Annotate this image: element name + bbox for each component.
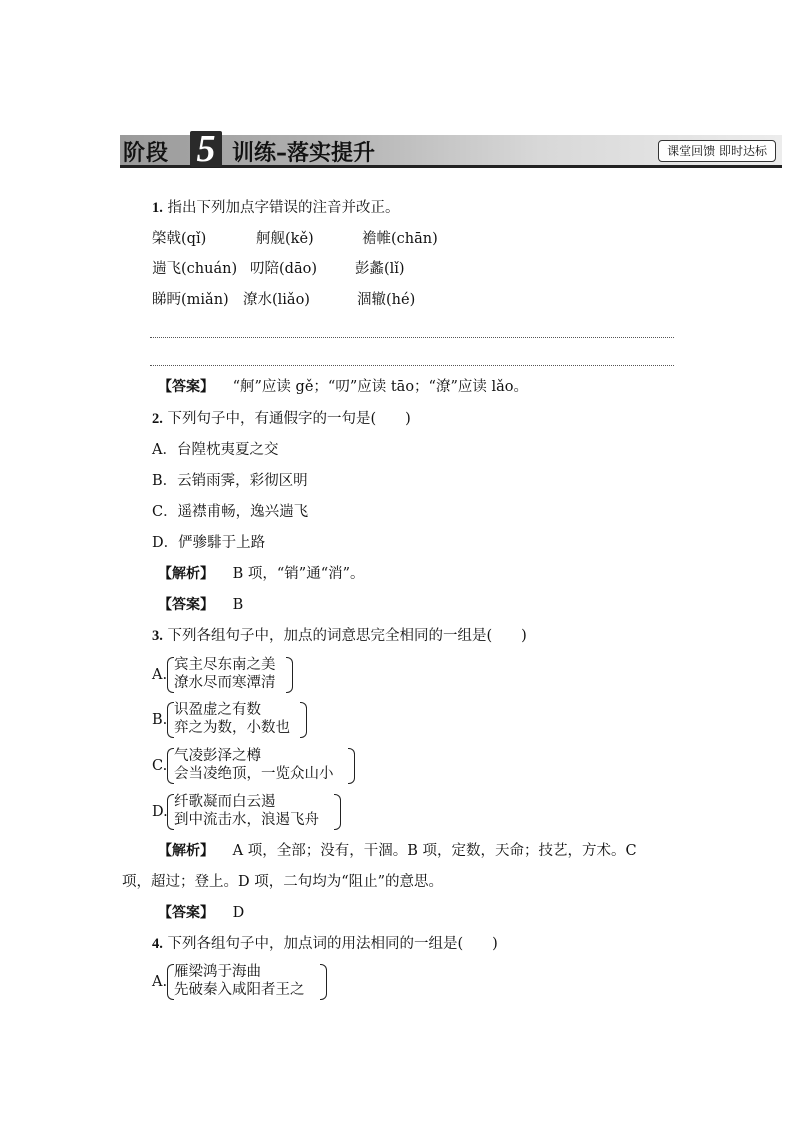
question-number: 2. [152,411,163,427]
left-brace [167,748,174,784]
pinyin-item: 襜帷(chān) [362,231,438,247]
answer-tag: 【答案】 [158,597,214,613]
pinyin-item: 棨戟(qǐ) [152,231,207,247]
analysis-continued: 项，超过；登上。D 项，二句均为“阻止”的意思。 [122,874,444,890]
question-text: 下列各组句子中，加点的词意思完全相同的一组是( ) [167,628,527,644]
question-4 [152,934,498,954]
option-letter: C. [152,758,168,774]
option-line-1: 气凌彭泽之樽 [174,748,261,764]
right-brace [286,657,293,693]
analysis-tag: 【解析】 [158,566,214,582]
option-line-2: 会当凌绝顶，一览众山小 [174,766,334,782]
pinyin-item: 睇眄(miǎn) [152,292,229,308]
pinyin-item: 潦水(liǎo) [243,292,310,308]
analysis-line [158,841,637,861]
option-line-1: 识盈虚之有数 [174,702,261,718]
left-brace [167,794,174,830]
option-d: D．俨骖騑于上路 [152,535,266,551]
analysis-tag: 【解析】 [158,843,214,859]
option-a: A．台隍枕夷夏之交 [152,442,279,458]
answer-blank-line [150,365,674,366]
right-brace [300,702,307,738]
question-text: 下列句子中，有通假字的一句是( ) [167,411,411,427]
analysis-text: B 项，“销”通“消”。 [232,566,365,582]
option-line-2: 弈之为数，小数也 [174,720,290,736]
section-banner [120,128,782,170]
question-text: 指出下列加点字错误的注音并改正。 [167,200,400,216]
stage-number-box [190,128,222,170]
answer-tag: 【答案】 [158,905,214,921]
pinyin-item: 舸舰(kě) [256,231,314,247]
answer-line [158,377,528,397]
section-tag: 课堂回馈 即时达标 [658,140,776,162]
question-text: 下列各组句子中，加点词的用法相同的一组是( ) [167,936,498,952]
option-b: B．云销雨霁，彩彻区明 [152,473,308,489]
right-brace [348,748,355,784]
question-3 [152,626,527,646]
option-d [152,792,347,832]
answer-line [158,903,244,923]
answer-text: D [232,905,245,921]
option-a [152,962,332,1002]
option-line-2: 潦水尽而寒潭清 [174,675,276,691]
answer-text: B [232,597,244,613]
left-brace [167,657,174,693]
pinyin-item: 彭蠡(lǐ) [355,261,405,277]
stage-label: 阶段 [123,141,170,166]
option-line-1: 雁梁鸿于海曲 [174,964,261,980]
option-letter: A. [152,667,168,683]
question-number: 3. [152,628,163,644]
option-b [152,700,312,740]
question-number: 4. [152,936,163,952]
stage-number: 5 [196,128,216,170]
answer-blank-line [150,337,674,338]
analysis-text: A 项，全部；没有，干涸。B 项，定数，天命；技艺，方术。C [232,843,637,859]
left-brace [167,702,174,738]
option-letter: D. [152,804,168,820]
option-letter: B. [152,712,168,728]
pinyin-item: 遄飞(chuán) [152,261,238,277]
right-brace [320,964,327,1000]
option-c [152,746,362,786]
pinyin-item: 叨陪(dāo) [250,261,317,277]
question-number: 1. [152,200,163,216]
question-2 [152,409,411,429]
option-line-1: 纤歌凝而白云遏 [174,794,276,810]
option-c: C．遥襟甫畅，逸兴遄飞 [152,504,309,520]
option-line-2: 到中流击水，浪遏飞舟 [174,812,319,828]
answer-text: “舸”应读 gě；“叨”应读 tāo；“潦”应读 lǎo。 [232,379,528,395]
pinyin-item: 涸辙(hé) [357,292,416,308]
answer-line [158,595,243,615]
analysis-line [158,564,365,584]
right-brace [334,794,341,830]
option-line-2: 先破秦入咸阳者王之 [174,982,305,998]
section-title: 训练–落实提升 [232,141,376,166]
option-letter: A. [152,974,168,990]
option-line-1: 宾主尽东南之美 [174,657,276,673]
option-a [152,655,302,695]
question-1 [152,198,399,218]
left-brace [167,964,174,1000]
answer-tag: 【答案】 [158,379,214,395]
